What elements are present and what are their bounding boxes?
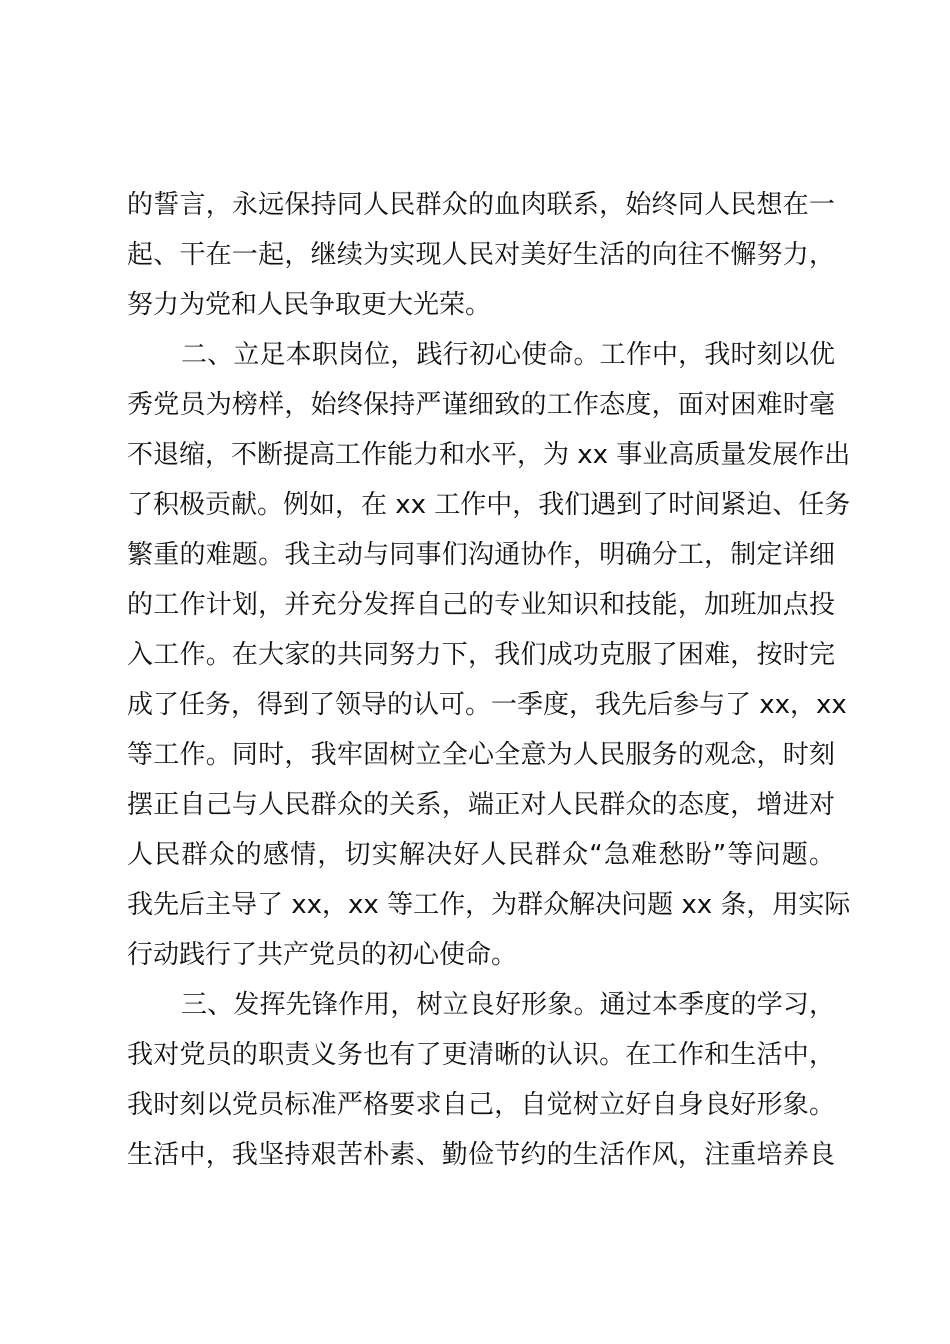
text-line: 起、干在一起，继续为实现人民对美好生活的向往不懈努力，: [127, 240, 835, 270]
text-line: 秀党员为榜样，始终保持严谨细致的工作态度，面对困难时毫: [127, 390, 835, 420]
text-line: 繁重的难题。我主动与同事们沟通协作，明确分工，制定详细: [127, 540, 835, 570]
text-line: 了积极贡献。例如，在 xx 工作中，我们遇到了时间紧迫、任务: [127, 490, 851, 520]
paragraph-2: [127, 330, 851, 980]
text-line: 的工作计划，并充分发挥自己的专业知识和技能，加班加点投: [127, 590, 835, 620]
text-line: 我先后主导了 xx，xx 等工作，为群众解决问题 xx 条，用实际: [127, 890, 851, 920]
text-line: 等工作。同时，我牢固树立全心全意为人民服务的观念，时刻: [127, 740, 835, 770]
text-line: 的誓言，永远保持同人民群众的血肉联系，始终同人民想在一: [127, 190, 835, 220]
text-line: 二、立足本职岗位，践行初心使命。工作中，我时刻以优: [181, 340, 835, 370]
text-line: 三、发挥先锋作用，树立良好形象。通过本季度的学习，: [181, 990, 835, 1020]
text-line: 成了任务，得到了领导的认可。一季度，我先后参与了 xx，xx: [127, 690, 847, 720]
text-line: 我对党员的职责义务也有了更清晰的认识。在工作和生活中，: [127, 1040, 835, 1070]
text-line: 努力为党和人民争取更大光荣。: [127, 290, 492, 320]
text-line: 我时刻以党员标准严格要求自己，自觉树立好自身良好形象。: [127, 1090, 835, 1120]
text-line: 入工作。在大家的共同努力下，我们成功克服了困难，按时完: [127, 640, 835, 670]
text-line: 摆正自己与人民群众的关系，端正对人民群众的态度，增进对: [127, 790, 835, 820]
text-line: 生活中，我坚持艰苦朴素、勤俭节约的生活作风，注重培养良: [127, 1140, 835, 1170]
text-line: 行动践行了共产党员的初心使命。: [127, 940, 518, 970]
paragraph-3: [127, 980, 835, 1180]
text-line: 人民群众的感情，切实解决好人民群众“急难愁盼”等问题。: [127, 840, 835, 870]
document-body: [127, 180, 851, 1180]
paragraph-1: [127, 180, 835, 330]
text-line: 不退缩，不断提高工作能力和水平，为 xx 事业高质量发展作出: [127, 440, 851, 470]
